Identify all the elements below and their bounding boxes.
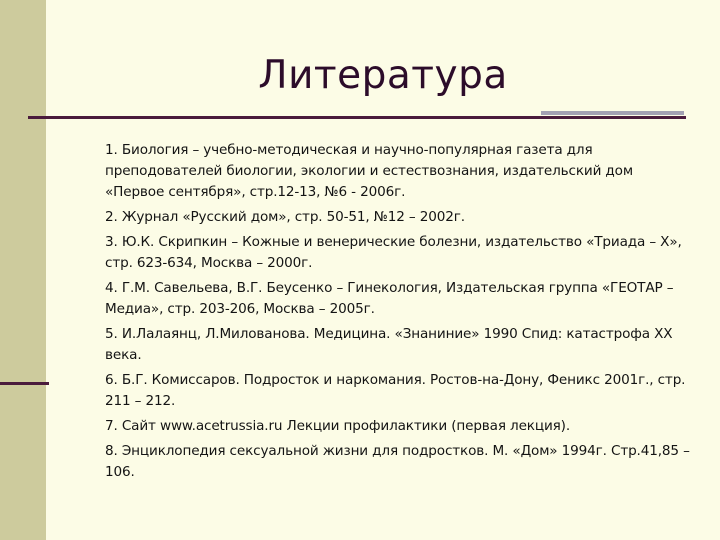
reference-item: 4. Г.М. Савельева, В.Г. Беусенко – Гинекология, Издательская группа «ГЕОТАР – Медиа», стр. 203-206, Москва – 2005г. (105, 280, 674, 317)
reference-list (105, 140, 690, 487)
title-rule-accent (541, 111, 684, 115)
reference-item: 6. Б.Г. Комиссаров. Подросток и наркомания. Ростов-на-Дону, Феникс 2001г., стр. 211 – 212. (105, 372, 686, 409)
title-divider (28, 116, 686, 119)
reference-item: 1. Биология – учебно-методическая и научно-популярная газета для преподователей биологии, экологии и естествознания, издательский дом «Первое сентября», стр.12-13, №6 - 2006г. (105, 142, 633, 200)
reference-item: 8. Энциклопедия сексуальной жизни для подростков. М. «Дом» 1994г. Стр.41,85 – 106. (105, 443, 690, 480)
reference-item: 3. Ю.К. Скрипкин – Кожные и венерические болезни, издательство «Триада – Х», стр. 623-634, Москва – 2000г. (105, 234, 682, 271)
side-decor-rule (0, 382, 49, 385)
slide-title: Литература (258, 53, 508, 98)
reference-item: 2. Журнал «Русский дом», стр. 50-51, №12 – 2002г. (105, 209, 465, 225)
reference-item: 7. Сайт www.acetrussia.ru Лекции профилактики (первая лекция). (105, 418, 570, 434)
side-decor-band (0, 0, 46, 540)
reference-item: 5. И.Лалаянц, Л.Милованова. Медицина. «Знаниние» 1990 Спид: катастрофа ХХ века. (105, 326, 673, 363)
